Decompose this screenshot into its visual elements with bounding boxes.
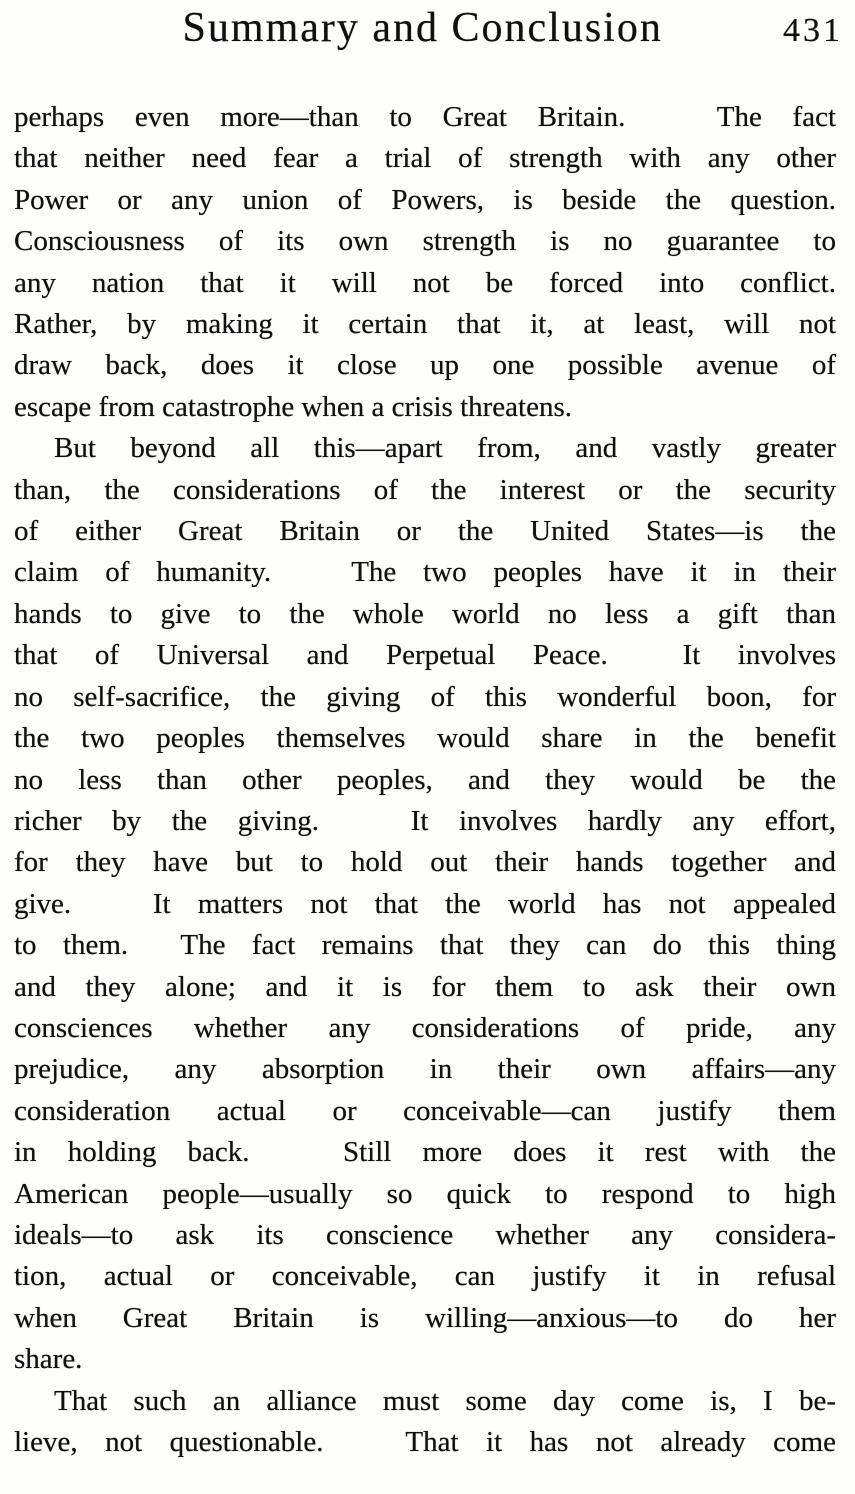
text-line: that of Universal and Perpetual Peace. It involves bbox=[14, 639, 836, 672]
paragraph bbox=[14, 97, 836, 428]
text-line: share. bbox=[14, 1343, 83, 1376]
text-line: Rather, by making it certain that it, at least, will not bbox=[14, 308, 836, 341]
text-line: any nation that it will not be forced into conflict. bbox=[14, 266, 836, 299]
text-line: lieve, not questionable. That it has not already come bbox=[14, 1426, 836, 1458]
text-line: to them. The fact remains that they can do this thing bbox=[14, 929, 836, 962]
paragraph bbox=[14, 428, 836, 1380]
running-title: Summary and Conclusion bbox=[182, 5, 663, 51]
paragraph bbox=[14, 1381, 836, 1464]
page-number: 431 bbox=[783, 12, 843, 49]
text-line: the two peoples themselves would share in the benefit bbox=[14, 722, 836, 755]
text-line: perhaps even more—than to Great Britain. The fact bbox=[14, 101, 836, 133]
text-line: in holding back. Still more does it rest with the bbox=[14, 1136, 836, 1169]
text-line: draw back, does it close up one possible avenue of bbox=[14, 349, 836, 382]
text-line: that neither need fear a trial of strength with any other bbox=[14, 142, 836, 175]
text-line: American people—usually so quick to respond to high bbox=[14, 1177, 836, 1210]
text-line: consideration actual or conceivable—can justify them bbox=[14, 1094, 836, 1127]
text-line: when Great Britain is willing—anxious—to do her bbox=[14, 1301, 836, 1334]
text-line: and they alone; and it is for them to ask their own bbox=[14, 970, 836, 1003]
text-line: Consciousness of its own strength is no guarantee to bbox=[14, 225, 836, 258]
text-line: claim of humanity. The two peoples have it in their bbox=[14, 556, 836, 589]
text-line: no less than other peoples, and they would be the bbox=[14, 763, 836, 796]
text-line: no self-sacrifice, the giving of this wonderful boon, for bbox=[14, 680, 836, 713]
text-line: tion, actual or conceivable, can justify it in refusal bbox=[14, 1260, 836, 1293]
page-header bbox=[0, 0, 855, 66]
text-line: hands to give to the whole world no less a gift than bbox=[14, 597, 836, 630]
page-body bbox=[14, 97, 836, 1463]
text-line: give. It matters not that the world has not appealed bbox=[14, 887, 836, 920]
text-line: ideals—to ask its conscience whether any considera- bbox=[14, 1218, 836, 1251]
text-line: prejudice, any absorption in their own affairs—any bbox=[14, 1053, 836, 1086]
text-line: of either Great Britain or the United States—is the bbox=[14, 515, 836, 548]
text-line: richer by the giving. It involves hardly any effort, bbox=[14, 804, 836, 837]
text-line: Power or any union of Powers, is beside the question. bbox=[14, 183, 836, 216]
text-line: for they have but to hold out their hands together and bbox=[14, 846, 836, 879]
text-line: than, the considerations of the interest or the security bbox=[14, 473, 836, 506]
text-line: That such an alliance must some day come is, I be- bbox=[54, 1384, 836, 1417]
text-line: escape from catastrophe when a crisis threatens. bbox=[14, 390, 573, 423]
text-line: consciences whether any considerations of pride, any bbox=[14, 1011, 836, 1044]
text-line: But beyond all this—apart from, and vastly greater bbox=[54, 432, 836, 465]
